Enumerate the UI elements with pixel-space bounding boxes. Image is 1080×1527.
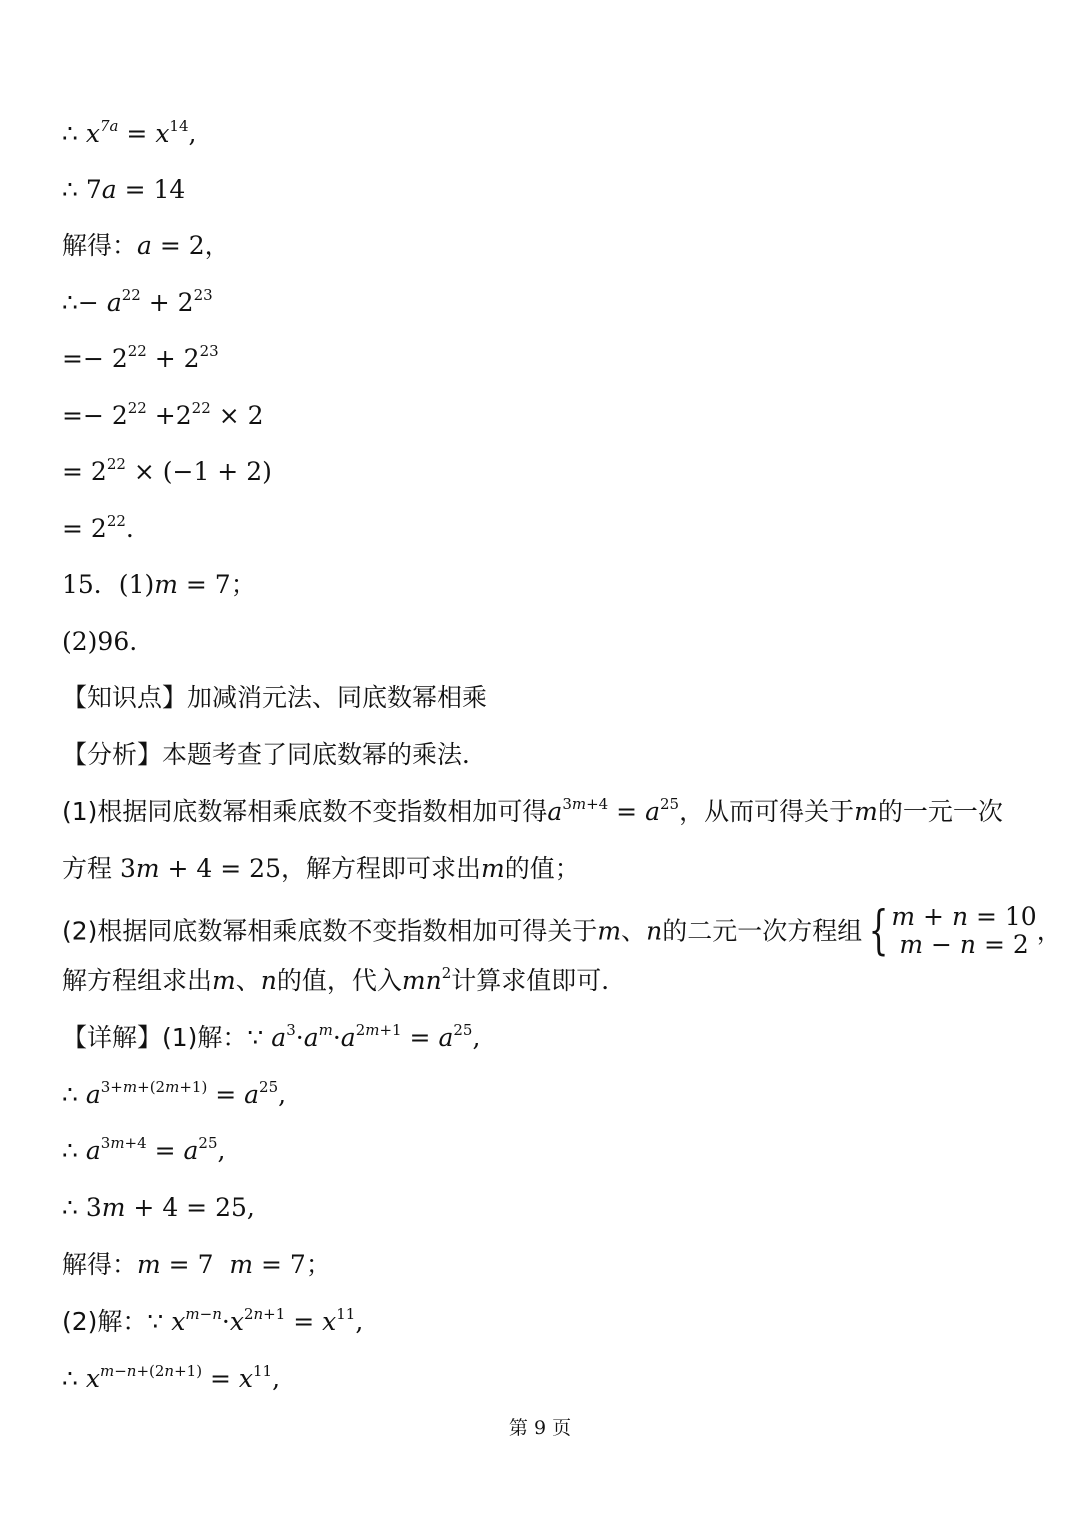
line-5: =− $2^{22} + 2^{23}$ — [62, 342, 219, 373]
analysis-line-4: 解方程组求出m、n的值，代入$mn^2$计算求值即可． — [62, 964, 627, 995]
line-1: ∴ $x^{7a} = x^{14}$, — [62, 117, 197, 148]
detail-line-3: ∴ $a^{3m+4} = a^{25}$, — [62, 1134, 226, 1165]
line-2: ∴ 7a = 14 — [62, 175, 186, 204]
detail-line-7: ∴ $x^{m-n+(2n+1)} = x^{11}$, — [62, 1362, 281, 1393]
analysis-line-2: 方程 3m + 4 = 25，解方程即可求出m的值； — [62, 854, 580, 883]
analysis-line-3: (2)根据同底数幂相乘底数不变指数相加可得关于m、n的二元一次方程组 { m + n = 10 m − n = 2 ， — [62, 901, 1062, 961]
line-10: (2)96. — [62, 627, 138, 656]
line-3: 解得：a = 2， — [62, 231, 230, 260]
analysis-heading: 【分析】本题考查了同底数幂的乘法． — [62, 740, 488, 769]
analysis-line-1: (1)根据同底数幂相乘底数不变指数相加可得$a^{3m+4} = a^{25}$，从而可得关于m的一元一次 — [62, 795, 1003, 826]
page-number: 第 9 页 — [508, 1417, 572, 1439]
line-9: 15．(1)m = 7； — [62, 570, 256, 599]
detail-line-4: ∴ 3m + 4 = 25, — [62, 1193, 255, 1222]
line-6: =− $2^{22} +2^{22} \times 2$ — [62, 399, 264, 430]
line-8: = $2^{22}$. — [62, 512, 134, 543]
knowledge-point: 【知识点】加减消元法、同底数幂相乘 — [62, 683, 488, 712]
detail-line-1: 【详解】(1)解：∵ $a^3\cdot a^m\cdot a^{2m+1} = a^{25}$, — [62, 1021, 481, 1052]
equation-system: { m + n = 10 m − n = 2 — [868, 901, 1037, 961]
detail-line-5: 解得：m = 7 m = 7； — [62, 1250, 331, 1279]
line-7: = $2^{22} \times (-1 + 2)$ — [62, 455, 272, 486]
detail-line-2: ∴ $a^{3+m+(2m+1)} = a^{25}$, — [62, 1078, 287, 1109]
detail-line-6: (2)解：∵ $x^{m-n}\cdot x^{2n+1} = x^{11}$, — [62, 1305, 364, 1336]
line-4: ∴− $a^{22} + 2^{23}$ — [62, 286, 213, 317]
